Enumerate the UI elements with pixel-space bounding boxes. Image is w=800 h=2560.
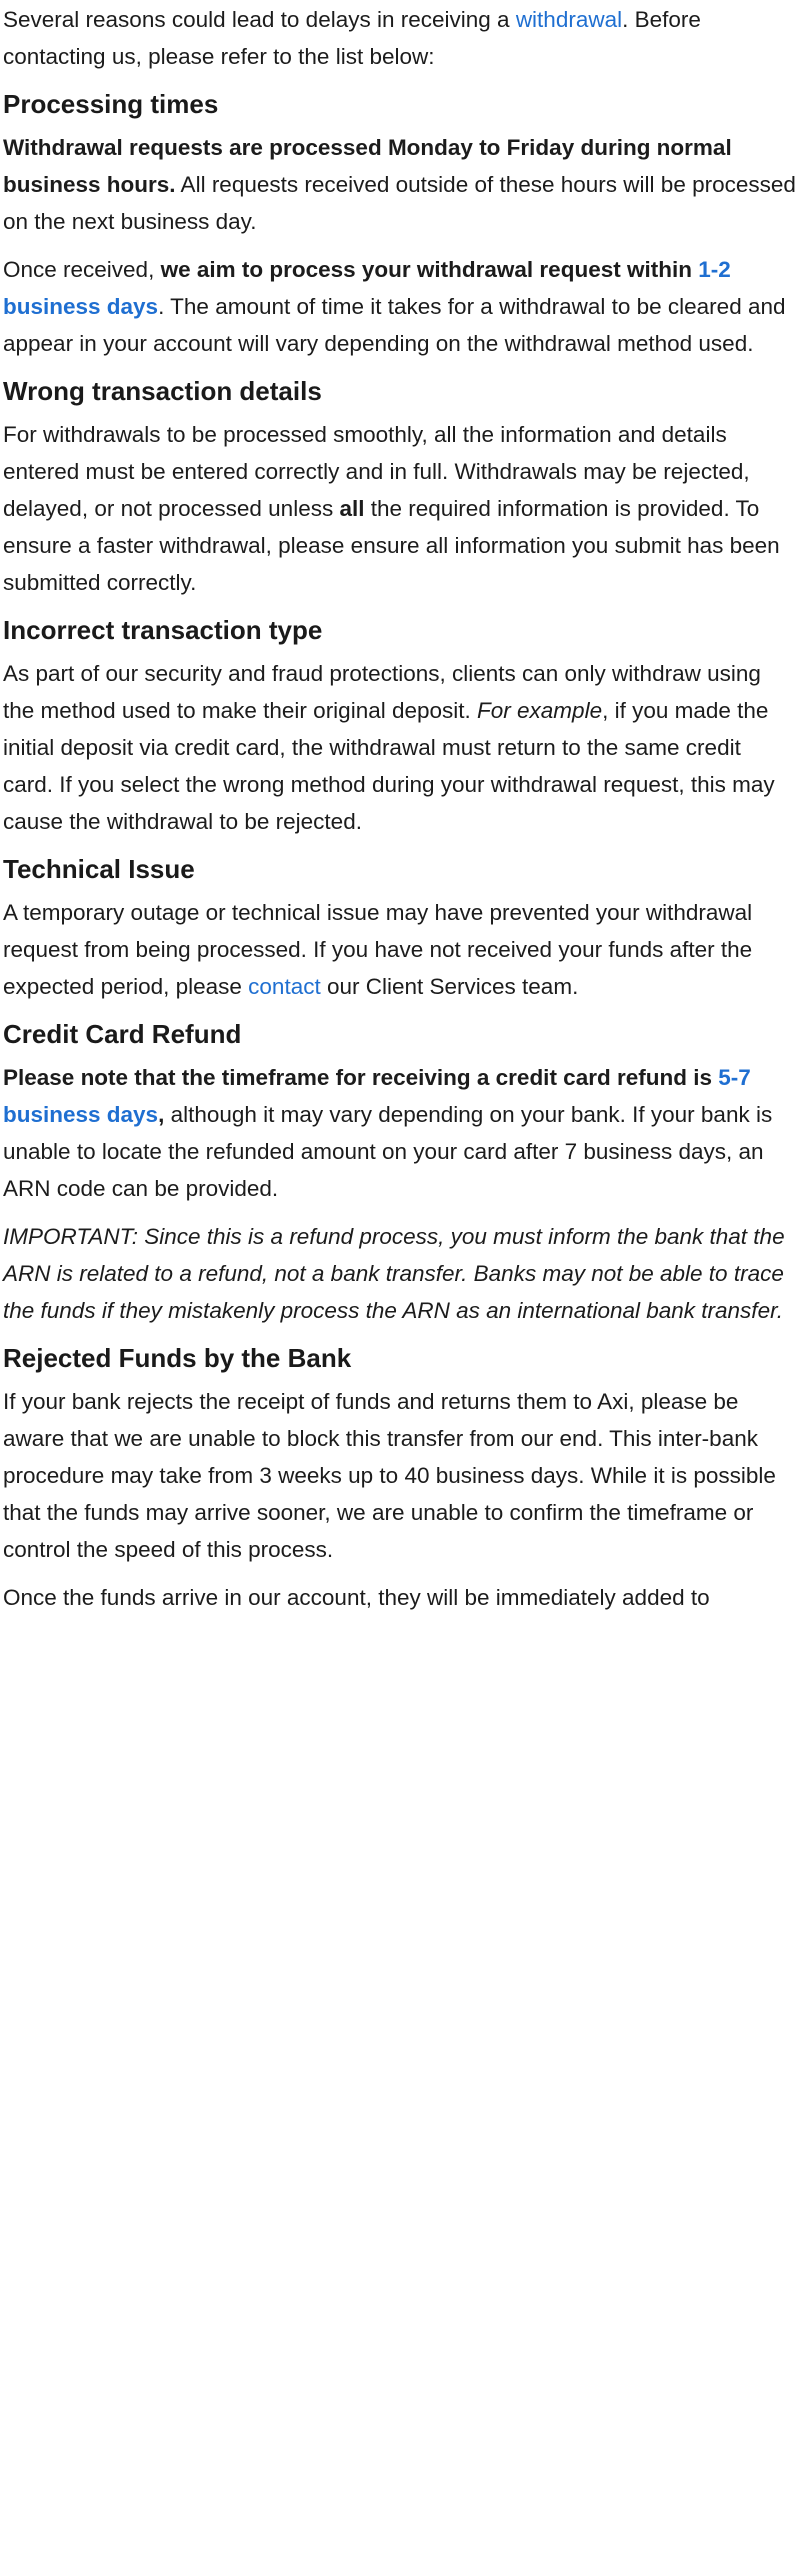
business-days-link-label: 1-2 business days: [3, 257, 731, 319]
contact-link[interactable]: contact: [248, 974, 321, 999]
technical-issue-text: A temporary outage or technical issue may have prevented your withdrawal request from being processed. If you have not received your funds after the expected period, please: [3, 900, 753, 999]
wrong-details-paragraph: [3, 416, 796, 601]
important-note: [3, 1218, 796, 1329]
important-note-text: IMPORTANT: Since this is a refund process, you must inform the bank that the ARN is related to a refund, not a bank transfer. Banks may not be able to trace the funds if they mistakenly process the ARN as an international bank transfer.: [3, 1224, 785, 1323]
wrong-details-text-end: the required information is provided. To ensure a faster withdrawal, please ensure all information you submit has been submitted correctly.: [3, 496, 780, 595]
technical-issue-paragraph: [3, 894, 796, 1005]
refund-bold-text: Please note that the timeframe for receiving a credit card refund is: [3, 1065, 719, 1090]
processing-paragraph-1: [3, 129, 796, 240]
withdrawal-link[interactable]: withdrawal: [515, 7, 623, 32]
heading-technical-issue: Technical Issue: [3, 854, 195, 884]
incorrect-type-text: As part of our security and fraud protections, clients can only withdraw using the method used to make their original deposit.: [3, 661, 761, 723]
processing-text-rest: . The amount of time it takes for a withdrawal to be cleared and appear in your account will vary depending on the withdrawal method used.: [3, 294, 786, 356]
intro-text: Several reasons could lead to delays in receiving a: [3, 7, 516, 32]
heading-wrong-details: Wrong transaction details: [3, 376, 322, 406]
processing-text-start: Once received,: [3, 257, 161, 282]
incorrect-type-italic: For example: [477, 698, 603, 723]
incorrect-type-paragraph: [3, 655, 796, 840]
heading-rejected-funds: Rejected Funds by the Bank: [3, 1343, 352, 1373]
refund-text: although it may vary depending on your bank. If your bank is unable to locate the refunded amount on your card after 7 business days, an ARN code can be provided.: [3, 1102, 773, 1201]
wrong-details-bold-all: all: [339, 496, 365, 521]
refund-bold-comma: ,: [158, 1102, 165, 1127]
processing-bold-text: Withdrawal requests are processed Monday to Friday during normal business hours.: [3, 135, 732, 197]
processing-text: All requests received outside of these hours will be processed on the next business day.: [3, 172, 796, 234]
technical-issue-text-end: our Client Services team.: [320, 974, 579, 999]
rejected-funds-paragraph-1: If your bank rejects the receipt of funds and returns them to Axi, please be aware that we are unable to block this transfer from our end. This inter-bank procedure may take from 3 weeks up to 40 business days. While it is possible that the funds may arrive sooner, we are unable to confirm the timeframe or control the speed of this process.: [3, 1389, 776, 1562]
refund-paragraph: [3, 1059, 796, 1207]
heading-processing-times: Processing times: [3, 89, 219, 119]
wrong-details-text: For withdrawals to be processed smoothly, all the information and details entered must be entered correctly and in full. Withdrawals may be rejected, delayed, or not processed unless: [3, 422, 750, 521]
heading-credit-card-refund: Credit Card Refund: [3, 1019, 242, 1049]
processing-paragraph-2: [3, 251, 796, 362]
refund-days-link-label: 5-7 business days: [3, 1065, 751, 1127]
processing-bold-aim: we aim to process your withdrawal request within: [160, 257, 699, 282]
incorrect-type-text-end: , if you made the initial deposit via credit card, the withdrawal must return to the same credit card. If you select the wrong method during your withdrawal request, this may cause the withdrawal to be rejected.: [3, 698, 775, 834]
heading-incorrect-type: Incorrect transaction type: [3, 615, 323, 645]
intro-text-end: . Before contacting us, please refer to the list below:: [3, 7, 701, 69]
rejected-funds-paragraph-2: Once the funds arrive in our account, they will be immediately added to: [3, 1585, 710, 1610]
intro-paragraph: [3, 0, 796, 75]
